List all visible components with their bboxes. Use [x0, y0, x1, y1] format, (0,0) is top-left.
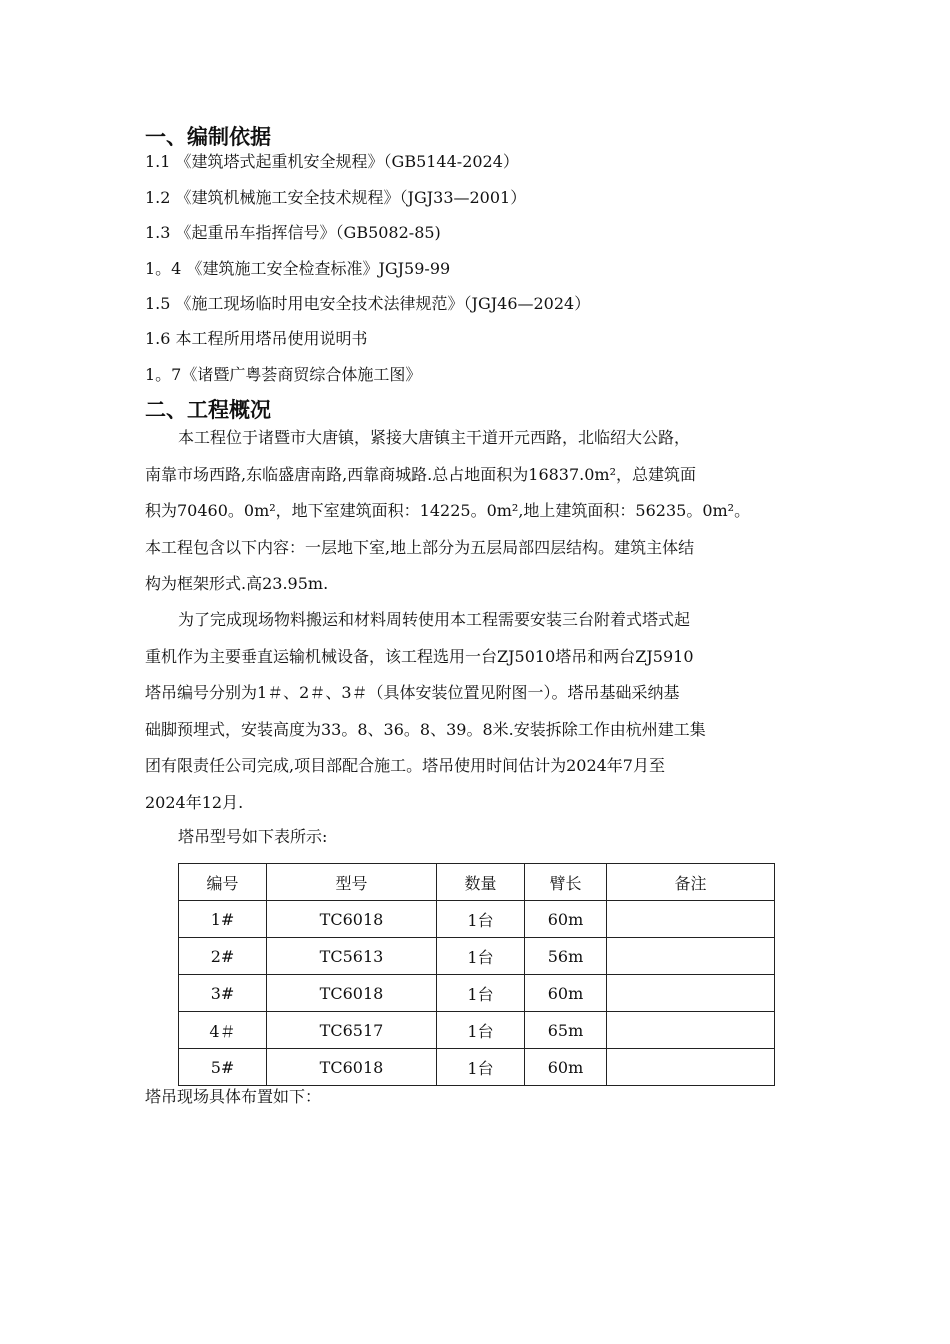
cell-jib-length: 65m	[525, 1012, 607, 1049]
reference-item: 1.2 《建筑机械施工安全技术规程》（JGJ33—2001）	[145, 188, 527, 207]
reference-item: 1.3 《起重吊车指挥信号》（GB5082-85)	[145, 223, 441, 242]
cell-model: TC6018	[267, 975, 437, 1012]
paragraph-line: 塔吊编号分别为1＃、2＃、3＃（具体安装位置见附图一）。塔吊基础采纳基	[145, 683, 680, 702]
table-row	[179, 975, 775, 1012]
cell-model: TC6018	[267, 901, 437, 938]
header-cell-number: 编号	[179, 864, 267, 901]
header-cell-remarks: 备注	[607, 864, 775, 901]
cell-model: TC6018	[267, 1049, 437, 1086]
overview-paragraph-location	[145, 420, 810, 603]
table-row	[179, 938, 775, 975]
paragraph-line: 为了完成现场物料搬运和材料周转使用本工程需要安装三台附着式塔式起	[178, 610, 691, 629]
cell-number: 2#	[179, 938, 267, 975]
cell-model: TC6517	[267, 1012, 437, 1049]
cell-model: TC5613	[267, 938, 437, 975]
header-cell-jib-length: 臂长	[525, 864, 607, 901]
cell-number: 5#	[179, 1049, 267, 1086]
cell-remarks	[607, 1012, 775, 1049]
cell-jib-length: 56m	[525, 938, 607, 975]
reference-item: 1.1 《建筑塔式起重机安全规程》（GB5144-2024）	[145, 152, 519, 171]
cell-jib-length: 60m	[525, 975, 607, 1012]
table-row	[179, 901, 775, 938]
layout-note: 塔吊现场具体布置如下：	[145, 1087, 322, 1106]
section-heading-overview: 二、工程概况	[145, 398, 271, 422]
paragraph-line: 积为70460。0m²，地下室建筑面积：14225。0m²,地上建筑面积：56235。0m²。	[145, 501, 751, 520]
paragraph-line: 南靠市场西路,东临盛唐南路,西靠商城路.总占地面积为16837.0m²，总建筑面	[145, 464, 697, 484]
cell-remarks	[607, 1049, 775, 1086]
cell-quantity: 1台	[437, 901, 525, 938]
table-caption: 塔吊型号如下表所示:	[178, 827, 328, 846]
paragraph-line: 团有限责任公司完成,项目部配合施工。塔吊使用时间估计为2024年7月至	[145, 756, 665, 775]
cell-number: 1#	[179, 901, 267, 938]
header-cell-model: 型号	[267, 864, 437, 901]
cell-jib-length: 60m	[525, 1049, 607, 1086]
cell-quantity: 1台	[437, 975, 525, 1012]
cell-remarks	[607, 901, 775, 938]
paragraph-line: 础脚预埋式，安装高度为33。8、36。8、39。8米.安装拆除工作由杭州建工集	[145, 719, 706, 739]
cell-number: 4＃	[179, 1012, 267, 1049]
crane-spec-table	[178, 863, 775, 1086]
reference-item: 1。4 《建筑施工安全检查标准》JGJ59-99	[145, 259, 451, 278]
cell-jib-length: 60m	[525, 901, 607, 938]
paragraph-line: 构为框架形式.高23.95m.	[145, 574, 329, 593]
paragraph-line: 2024年12月.	[145, 792, 244, 812]
reference-item: 1.5 《施工现场临时用电安全技术法律规范》（JGJ46—2024）	[145, 294, 591, 313]
cell-number: 3#	[179, 975, 267, 1012]
overview-paragraph-cranes	[145, 602, 810, 821]
reference-item: 1。7《诸暨广粤荟商贸综合体施工图》	[145, 365, 422, 384]
table-header-row	[179, 864, 775, 901]
reference-item: 1.6 本工程所用塔吊使用说明书	[145, 329, 368, 348]
header-cell-quantity: 数量	[437, 864, 525, 901]
section-heading-basis: 一、编制依据	[145, 125, 271, 149]
table-row	[179, 1049, 775, 1086]
cell-quantity: 1台	[437, 1012, 525, 1049]
paragraph-line: 重机作为主要垂直运输机械设备，该工程选用一台ZJ5010塔吊和两台ZJ5910	[145, 646, 694, 666]
table-row	[179, 1012, 775, 1049]
cell-remarks	[607, 938, 775, 975]
cell-remarks	[607, 975, 775, 1012]
paragraph-line: 本工程包含以下内容：一层地下室,地上部分为五层局部四层结构。建筑主体结	[145, 537, 695, 557]
paragraph-line: 本工程位于诸暨市大唐镇，紧接大唐镇主干道开元西路，北临绍大公路，	[178, 428, 691, 447]
cell-quantity: 1台	[437, 1049, 525, 1086]
cell-quantity: 1台	[437, 938, 525, 975]
